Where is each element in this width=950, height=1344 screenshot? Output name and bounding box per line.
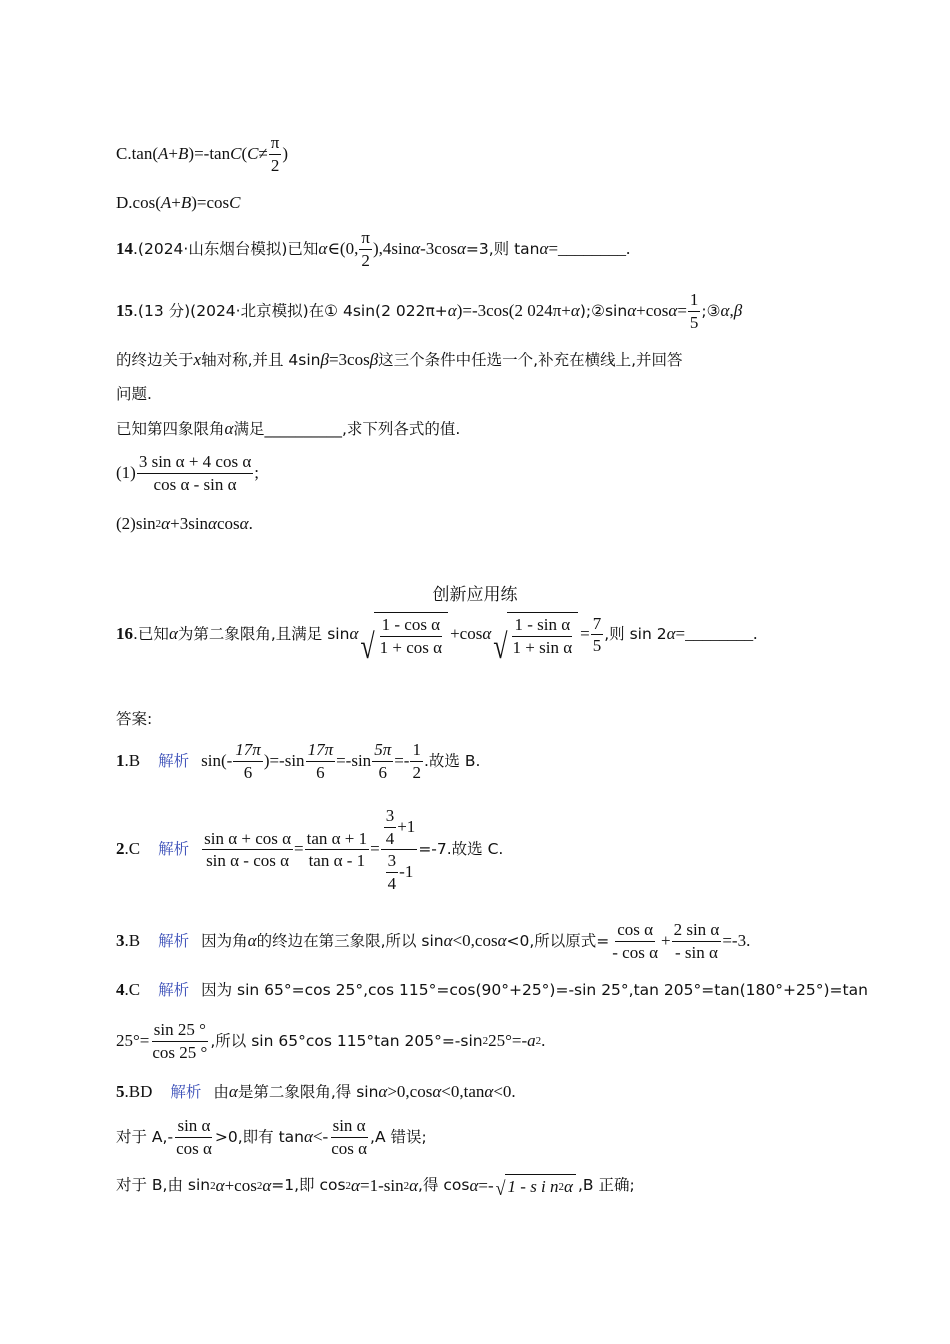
text: .故选 B. xyxy=(423,751,481,770)
answer-5-option-b: 对于 B,由 sin 2 α +cos 2 α =1,即 cos 2 α =1-sin 2 α ,得 cos α =- √ 1 - s i n 2 α ,B 正确; xyxy=(116,1174,635,1197)
var: α xyxy=(349,624,359,644)
var: α xyxy=(627,300,637,320)
answer-choice: .C xyxy=(124,839,141,859)
var: α xyxy=(239,514,249,533)
var: α xyxy=(247,930,257,950)
text: . xyxy=(248,514,253,533)
text: + xyxy=(661,930,671,950)
text: .(13 分)(2024·北京模拟)在① 4sin(2 022π+ xyxy=(133,301,448,320)
question-15-line-2 xyxy=(116,350,683,370)
answer-4-line-2: 25°= $\frac{\sin 25 ^\circ}{\cos 25 ^\circ}$ ,所以 sin 65°cos 115°tan 205°=-sin 2 25°=- a 2 . xyxy=(116,1020,546,1062)
radical-sign: √ xyxy=(360,627,375,667)
text: .(2024·山东烟台模拟)已知 xyxy=(133,239,319,258)
square-root xyxy=(495,1174,576,1200)
answer-number: 4 xyxy=(116,980,125,999)
question-number: 14 xyxy=(116,238,133,258)
fraction xyxy=(269,133,282,175)
q13-option-d xyxy=(116,193,241,213)
analysis-keyword: 解析 xyxy=(158,751,190,770)
var: α xyxy=(720,300,730,320)
text: ) xyxy=(282,143,289,163)
denominator: - cos α xyxy=(612,942,658,962)
var: α xyxy=(228,1082,238,1101)
text: .已知 xyxy=(133,625,169,644)
fraction xyxy=(233,740,263,782)
text: cos xyxy=(216,514,240,533)
text: +cos xyxy=(636,300,669,320)
text: 由 xyxy=(213,1082,229,1101)
compound-fraction xyxy=(381,806,418,893)
var: α xyxy=(539,238,549,258)
var: β xyxy=(733,300,743,320)
denominator: - sin α xyxy=(675,942,718,962)
fraction xyxy=(202,829,293,871)
text: <0. xyxy=(493,1082,516,1101)
text: 因为角 xyxy=(201,931,248,950)
denominator: 5 xyxy=(689,312,699,332)
text: ≠ xyxy=(258,143,268,163)
question-number: 16 xyxy=(116,624,133,644)
text: )=cos xyxy=(191,193,230,212)
var: x xyxy=(193,350,202,369)
var: α xyxy=(208,514,217,533)
var: α xyxy=(215,1175,225,1195)
text: <0,tan xyxy=(441,1082,485,1101)
fraction xyxy=(174,1116,214,1158)
var: α xyxy=(351,1175,360,1195)
question-16 xyxy=(116,612,758,667)
text: ,A 错误; xyxy=(370,1127,427,1146)
text: , xyxy=(729,300,734,320)
text: )=-sin xyxy=(263,750,305,770)
answer-2 xyxy=(116,806,503,893)
text: <0,所以原式= xyxy=(506,931,610,950)
var: α xyxy=(469,1175,479,1195)
answer-number: 1 xyxy=(116,750,125,770)
var: α xyxy=(224,419,234,438)
denominator: cos α - sin α xyxy=(153,474,237,494)
text: ,所以 sin 65°cos 115°tan 205°=-sin xyxy=(210,1031,483,1050)
section-heading: 创新应用练 xyxy=(432,585,518,605)
fraction xyxy=(688,290,701,332)
fraction xyxy=(410,740,423,782)
var: α xyxy=(168,624,178,644)
answer-number: 5 xyxy=(116,1082,125,1101)
numerator: 3 xyxy=(384,806,397,828)
question-15-line-3 xyxy=(116,385,152,404)
denominator: 5 xyxy=(592,636,602,656)
denominator: cos α xyxy=(331,1138,368,1158)
question-15-part-1 xyxy=(116,452,259,494)
answer-choice: .B xyxy=(124,930,141,950)
radicand xyxy=(507,612,579,657)
answer-choice: .C xyxy=(124,980,141,999)
analysis-keyword: 解析 xyxy=(158,931,190,950)
square-root xyxy=(360,612,448,667)
numerator: 17π xyxy=(306,740,336,762)
text: = xyxy=(580,624,590,644)
numerator: 1 - cos α xyxy=(380,615,442,637)
fraction xyxy=(137,452,253,494)
fraction xyxy=(511,615,575,657)
var: C xyxy=(247,143,259,163)
text: = xyxy=(677,300,687,320)
radicand xyxy=(374,612,448,657)
var: α xyxy=(668,300,678,320)
text: =1-sin xyxy=(359,1175,404,1195)
denominator: sin α - cos α xyxy=(206,851,290,871)
text: =-3. xyxy=(722,930,751,950)
numerator: sin α + cos α xyxy=(202,829,293,851)
text: =3cos xyxy=(328,350,370,369)
var: α xyxy=(484,1082,494,1101)
numerator: 3 sin α + 4 cos α xyxy=(137,452,253,474)
denominator: 4 xyxy=(385,828,395,848)
var: α xyxy=(666,624,676,644)
numerator: 5π xyxy=(372,740,393,762)
var: α xyxy=(497,930,507,950)
part-label: (1) xyxy=(116,462,136,482)
numerator: sin α xyxy=(175,1116,212,1138)
denominator: 1 + sin α xyxy=(512,637,573,657)
square-root xyxy=(493,612,578,667)
text: >0,cos xyxy=(387,1082,433,1101)
text: 的终边在第三象限,所以 sin xyxy=(256,931,444,950)
var: B xyxy=(178,143,189,163)
denominator: 2 xyxy=(412,762,421,782)
numerator: 2 sin α xyxy=(672,920,722,942)
denominator: cos 25 ° xyxy=(152,1042,208,1062)
answers-label xyxy=(116,710,152,729)
text: ,B 正确; xyxy=(577,1176,635,1195)
analysis-keyword: 解析 xyxy=(170,1082,202,1101)
var: α xyxy=(161,514,171,533)
denominator: 6 xyxy=(378,762,387,782)
var: α xyxy=(409,1175,419,1195)
answer-5-option-a xyxy=(116,1116,427,1158)
denominator: 6 xyxy=(316,762,325,782)
text: 轴对称,并且 4sin xyxy=(201,350,321,369)
numerator: π xyxy=(359,228,372,250)
fraction xyxy=(359,228,372,270)
question-15-part-2: (2)sin 2 α +3sin α cos α . xyxy=(116,514,253,533)
text: + xyxy=(168,143,179,163)
text: D.cos( xyxy=(116,193,161,212)
text: +cos xyxy=(224,1175,257,1195)
numerator xyxy=(381,806,418,850)
text: 为第二象限角,且满足 sin xyxy=(177,625,350,644)
q13-option-c xyxy=(116,133,288,175)
answer-blank: =________. xyxy=(548,238,631,258)
text: +cos xyxy=(450,624,483,644)
var: α xyxy=(570,300,580,320)
text: =- xyxy=(478,1175,494,1195)
denominator: cos α xyxy=(176,1138,212,1158)
text: ),4sin xyxy=(372,238,412,258)
var: A xyxy=(158,143,169,163)
fraction xyxy=(372,740,393,782)
denominator: tan α - 1 xyxy=(308,851,366,871)
text: =1,即 cos xyxy=(271,1176,346,1195)
fraction xyxy=(384,806,397,848)
var: B xyxy=(180,193,192,212)
text: <- xyxy=(312,1126,329,1146)
text: =- xyxy=(394,750,410,770)
numerator: 1 xyxy=(410,740,423,762)
text: =-7.故选 C. xyxy=(418,840,504,859)
answer-choice: .BD xyxy=(124,1082,153,1101)
var: α xyxy=(447,300,457,320)
question-14 xyxy=(116,228,630,270)
fraction xyxy=(591,614,604,656)
text: 问题. xyxy=(116,385,152,403)
denominator xyxy=(383,850,416,893)
fraction xyxy=(378,615,444,657)
fraction xyxy=(305,829,370,871)
analysis-keyword: 解析 xyxy=(158,980,190,999)
fraction xyxy=(329,1116,369,1158)
text: +3sin xyxy=(170,514,209,533)
var: α xyxy=(456,238,466,258)
answer-number: 3 xyxy=(116,930,125,950)
fraction xyxy=(672,920,722,962)
text: 是第二象限角,得 sin xyxy=(237,1082,379,1101)
var: a xyxy=(527,1030,536,1050)
text: 这三个条件中任选一个,补充在横线上,并回答 xyxy=(378,350,683,369)
var: α xyxy=(262,1175,272,1195)
text: . xyxy=(541,1030,546,1050)
answer-3 xyxy=(116,920,750,962)
question-15 xyxy=(116,290,742,332)
text: =3,则 tan xyxy=(465,239,540,258)
text: 对于 B,由 sin xyxy=(116,1176,211,1195)
text: 25°= xyxy=(116,1030,150,1050)
numerator: 17π xyxy=(233,740,263,762)
text: >0,即有 tan xyxy=(214,1127,304,1146)
var: C xyxy=(229,193,241,212)
text: -1 xyxy=(399,862,414,882)
var: C xyxy=(230,143,242,163)
denominator: 6 xyxy=(243,762,253,782)
text: -3cos xyxy=(420,238,457,258)
text: 1 - s i n xyxy=(507,1177,559,1196)
text: + xyxy=(171,193,181,212)
radical-sign: √ xyxy=(493,627,508,667)
denominator: 4 xyxy=(387,873,397,893)
answer-1 xyxy=(116,740,480,782)
radical-sign: √ xyxy=(495,1177,506,1200)
var: A xyxy=(160,193,172,212)
numerator: sin α xyxy=(331,1116,368,1138)
text: 已知第四象限角 xyxy=(116,419,225,438)
text: ;③ xyxy=(701,301,721,320)
text: 答案: xyxy=(116,710,153,728)
var: α xyxy=(564,1177,573,1196)
text: sin(- xyxy=(201,750,233,770)
denominator: 2 xyxy=(361,250,370,270)
fraction xyxy=(610,920,660,962)
numerator: tan α + 1 xyxy=(305,829,370,851)
text: (2)sin xyxy=(116,514,156,533)
var: α xyxy=(482,624,492,644)
var: α xyxy=(411,238,421,258)
denominator: 1 + cos α xyxy=(379,637,443,657)
text: 满足__________,求下列各式的值. xyxy=(233,419,461,438)
denominator: 2 xyxy=(270,155,280,175)
text: ,则 sin 2 xyxy=(604,625,667,644)
text: +1 xyxy=(397,817,416,837)
text: ; xyxy=(254,462,259,482)
text: =-sin xyxy=(336,750,372,770)
text: 因为 sin 65°=cos 25°,cos 115°=cos(90°+25°)=-sin 25°,tan 205°=tan(180°+25°)=tan xyxy=(201,980,868,999)
var: β xyxy=(369,350,379,369)
answer-number: 2 xyxy=(116,839,125,859)
var: α xyxy=(443,930,453,950)
fraction xyxy=(386,851,399,893)
text: ,得 cos xyxy=(418,1176,470,1195)
numerator: 1 - sin α xyxy=(512,615,572,637)
text: C.tan( xyxy=(116,143,159,163)
text: ( xyxy=(241,143,248,163)
var: α xyxy=(318,238,328,258)
analysis-keyword: 解析 xyxy=(158,840,190,859)
text: )=-3cos(2 024π+ xyxy=(456,300,571,320)
numerator: 3 xyxy=(386,851,399,873)
text: = xyxy=(294,839,304,859)
answer-blank: =________. xyxy=(675,624,758,644)
text: 25°=- xyxy=(488,1030,528,1050)
radicand: 1 - s i n 2 α xyxy=(505,1174,576,1197)
text: = xyxy=(370,839,380,859)
question-number: 15 xyxy=(116,300,133,320)
text: )=-tan xyxy=(188,143,231,163)
question-15-line-4 xyxy=(116,419,460,439)
answer-5 xyxy=(116,1082,516,1102)
fraction xyxy=(150,1020,209,1062)
var: α xyxy=(432,1082,442,1101)
text: 对于 A,- xyxy=(116,1127,174,1146)
text: ∈(0, xyxy=(327,238,359,258)
fraction xyxy=(306,740,336,782)
text: <0,cos xyxy=(452,930,498,950)
numerator: cos α xyxy=(615,920,655,942)
numerator: 1 xyxy=(688,290,701,312)
text: );②sin xyxy=(579,301,628,320)
text: 的终边关于 xyxy=(116,350,194,369)
numerator: π xyxy=(269,133,282,155)
numerator: 7 xyxy=(591,614,604,636)
var: β xyxy=(320,350,329,369)
var: α xyxy=(378,1082,388,1101)
numerator: sin 25 ° xyxy=(152,1020,208,1042)
answer-4 xyxy=(116,980,868,1000)
answer-choice: .B xyxy=(124,750,141,770)
var: α xyxy=(304,1126,313,1146)
